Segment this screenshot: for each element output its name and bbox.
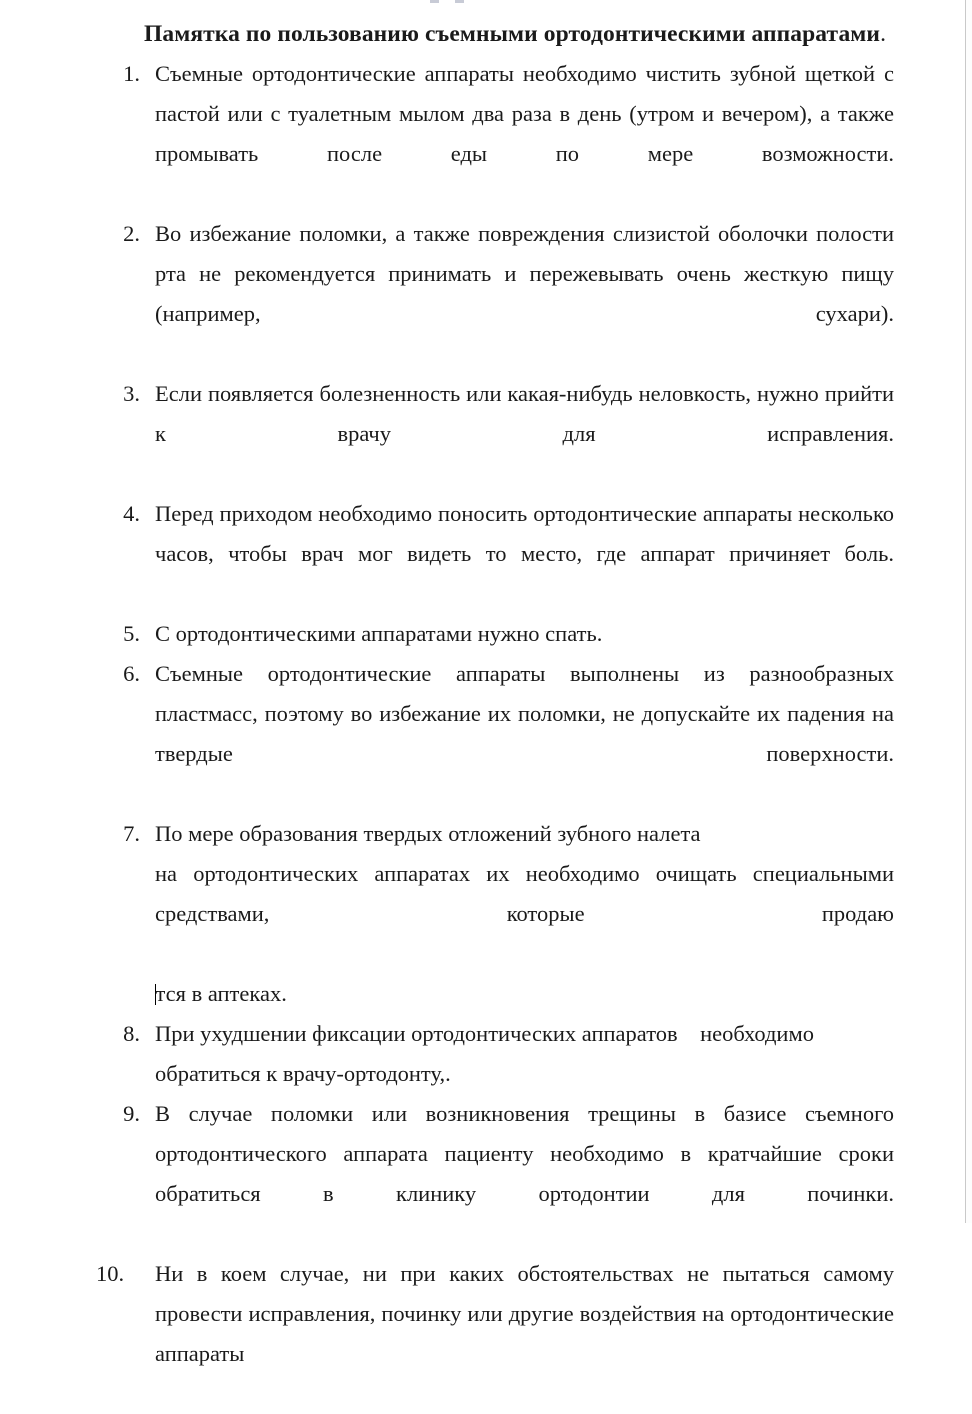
list-item — [0, 1094, 972, 1254]
list-item-text: Съемные ортодонтические аппараты необходимо чистить зубной щеткой с пастой или с туалетным мылом два раза в день (утром и вечером), а также промывать после еды по мере возможности. — [155, 61, 894, 166]
list-item-marker: 7. — [123, 821, 140, 846]
list-item — [0, 54, 972, 214]
list-item-marker: 1. — [123, 61, 140, 86]
list-item-text-part2: необходимо обратиться к врачу-ортодонту,. — [155, 1021, 814, 1086]
list-item-text: С ортодонтическими аппаратами нужно спать. — [155, 621, 603, 646]
page-title — [0, 0, 972, 54]
list-item-text-part1: По мере образования твердых отложений зубного налета — [155, 821, 701, 846]
list-item — [0, 494, 972, 614]
list-item-text: Во избежание поломки, а также повреждения слизистой оболочки полости рта не рекомендуется принимать и пережевывать очень жесткую пищу (например, сухари). — [155, 221, 894, 326]
list-item-marker: 6. — [123, 661, 140, 686]
list-item-text-part3: тся в аптеках. — [155, 981, 287, 1006]
list-item — [0, 1254, 972, 1414]
list-item-marker: 3. — [123, 381, 140, 406]
list-item-marker: 5. — [123, 621, 140, 646]
list-item — [0, 614, 972, 654]
list-item-text-part2: на ортодонтических аппаратах их необходимо очищать специальными средствами, которые продаю — [155, 861, 894, 926]
list-item-text: Ни в коем случае, ни при каких обстоятельствах не пытаться самому провести исправления, починку или другие воздействия на ортодонтические аппараты — [155, 1261, 894, 1366]
list-item — [0, 214, 972, 374]
list-item-text: Съемные ортодонтические аппараты выполнены из разнообразных пластмасс, поэтому во избежание их поломки, не допускайте их падения на твердые поверхности. — [155, 661, 894, 766]
list-item-marker: 4. — [123, 501, 140, 526]
list-item-text: В случае поломки или возникновения трещины в базисе съемного ортодонтического аппарата пациенту необходимо в кратчайшие сроки обратиться в клинику ортодонтии для починки. — [155, 1101, 894, 1206]
list-item-text-part1: При ухудшении фиксации ортодонтических аппаратов — [155, 1021, 678, 1046]
list-item-text: Если появляется болезненность или какая-нибудь неловкость, нужно прийти к врачу для исправления. — [155, 381, 894, 446]
list-item-marker: 2. — [123, 221, 140, 246]
list-item-text: Перед приходом необходимо поносить ортодонтические аппараты несколько часов, чтобы врач мог видеть то место, где аппарат причиняет боль. — [155, 501, 894, 566]
list-item — [0, 1014, 972, 1094]
list-item — [0, 654, 972, 814]
list-item-marker: 8. — [123, 1021, 140, 1046]
instructions-list — [0, 54, 972, 1414]
list-item — [0, 814, 972, 1014]
list-item-marker: 9. — [123, 1101, 140, 1126]
list-item-marker: 10. — [96, 1261, 125, 1286]
page-title-period: . — [880, 21, 887, 47]
page-title-text: Памятка по пользованию съемными ортодонтическими аппаратами — [144, 21, 881, 47]
list-item — [0, 374, 972, 494]
